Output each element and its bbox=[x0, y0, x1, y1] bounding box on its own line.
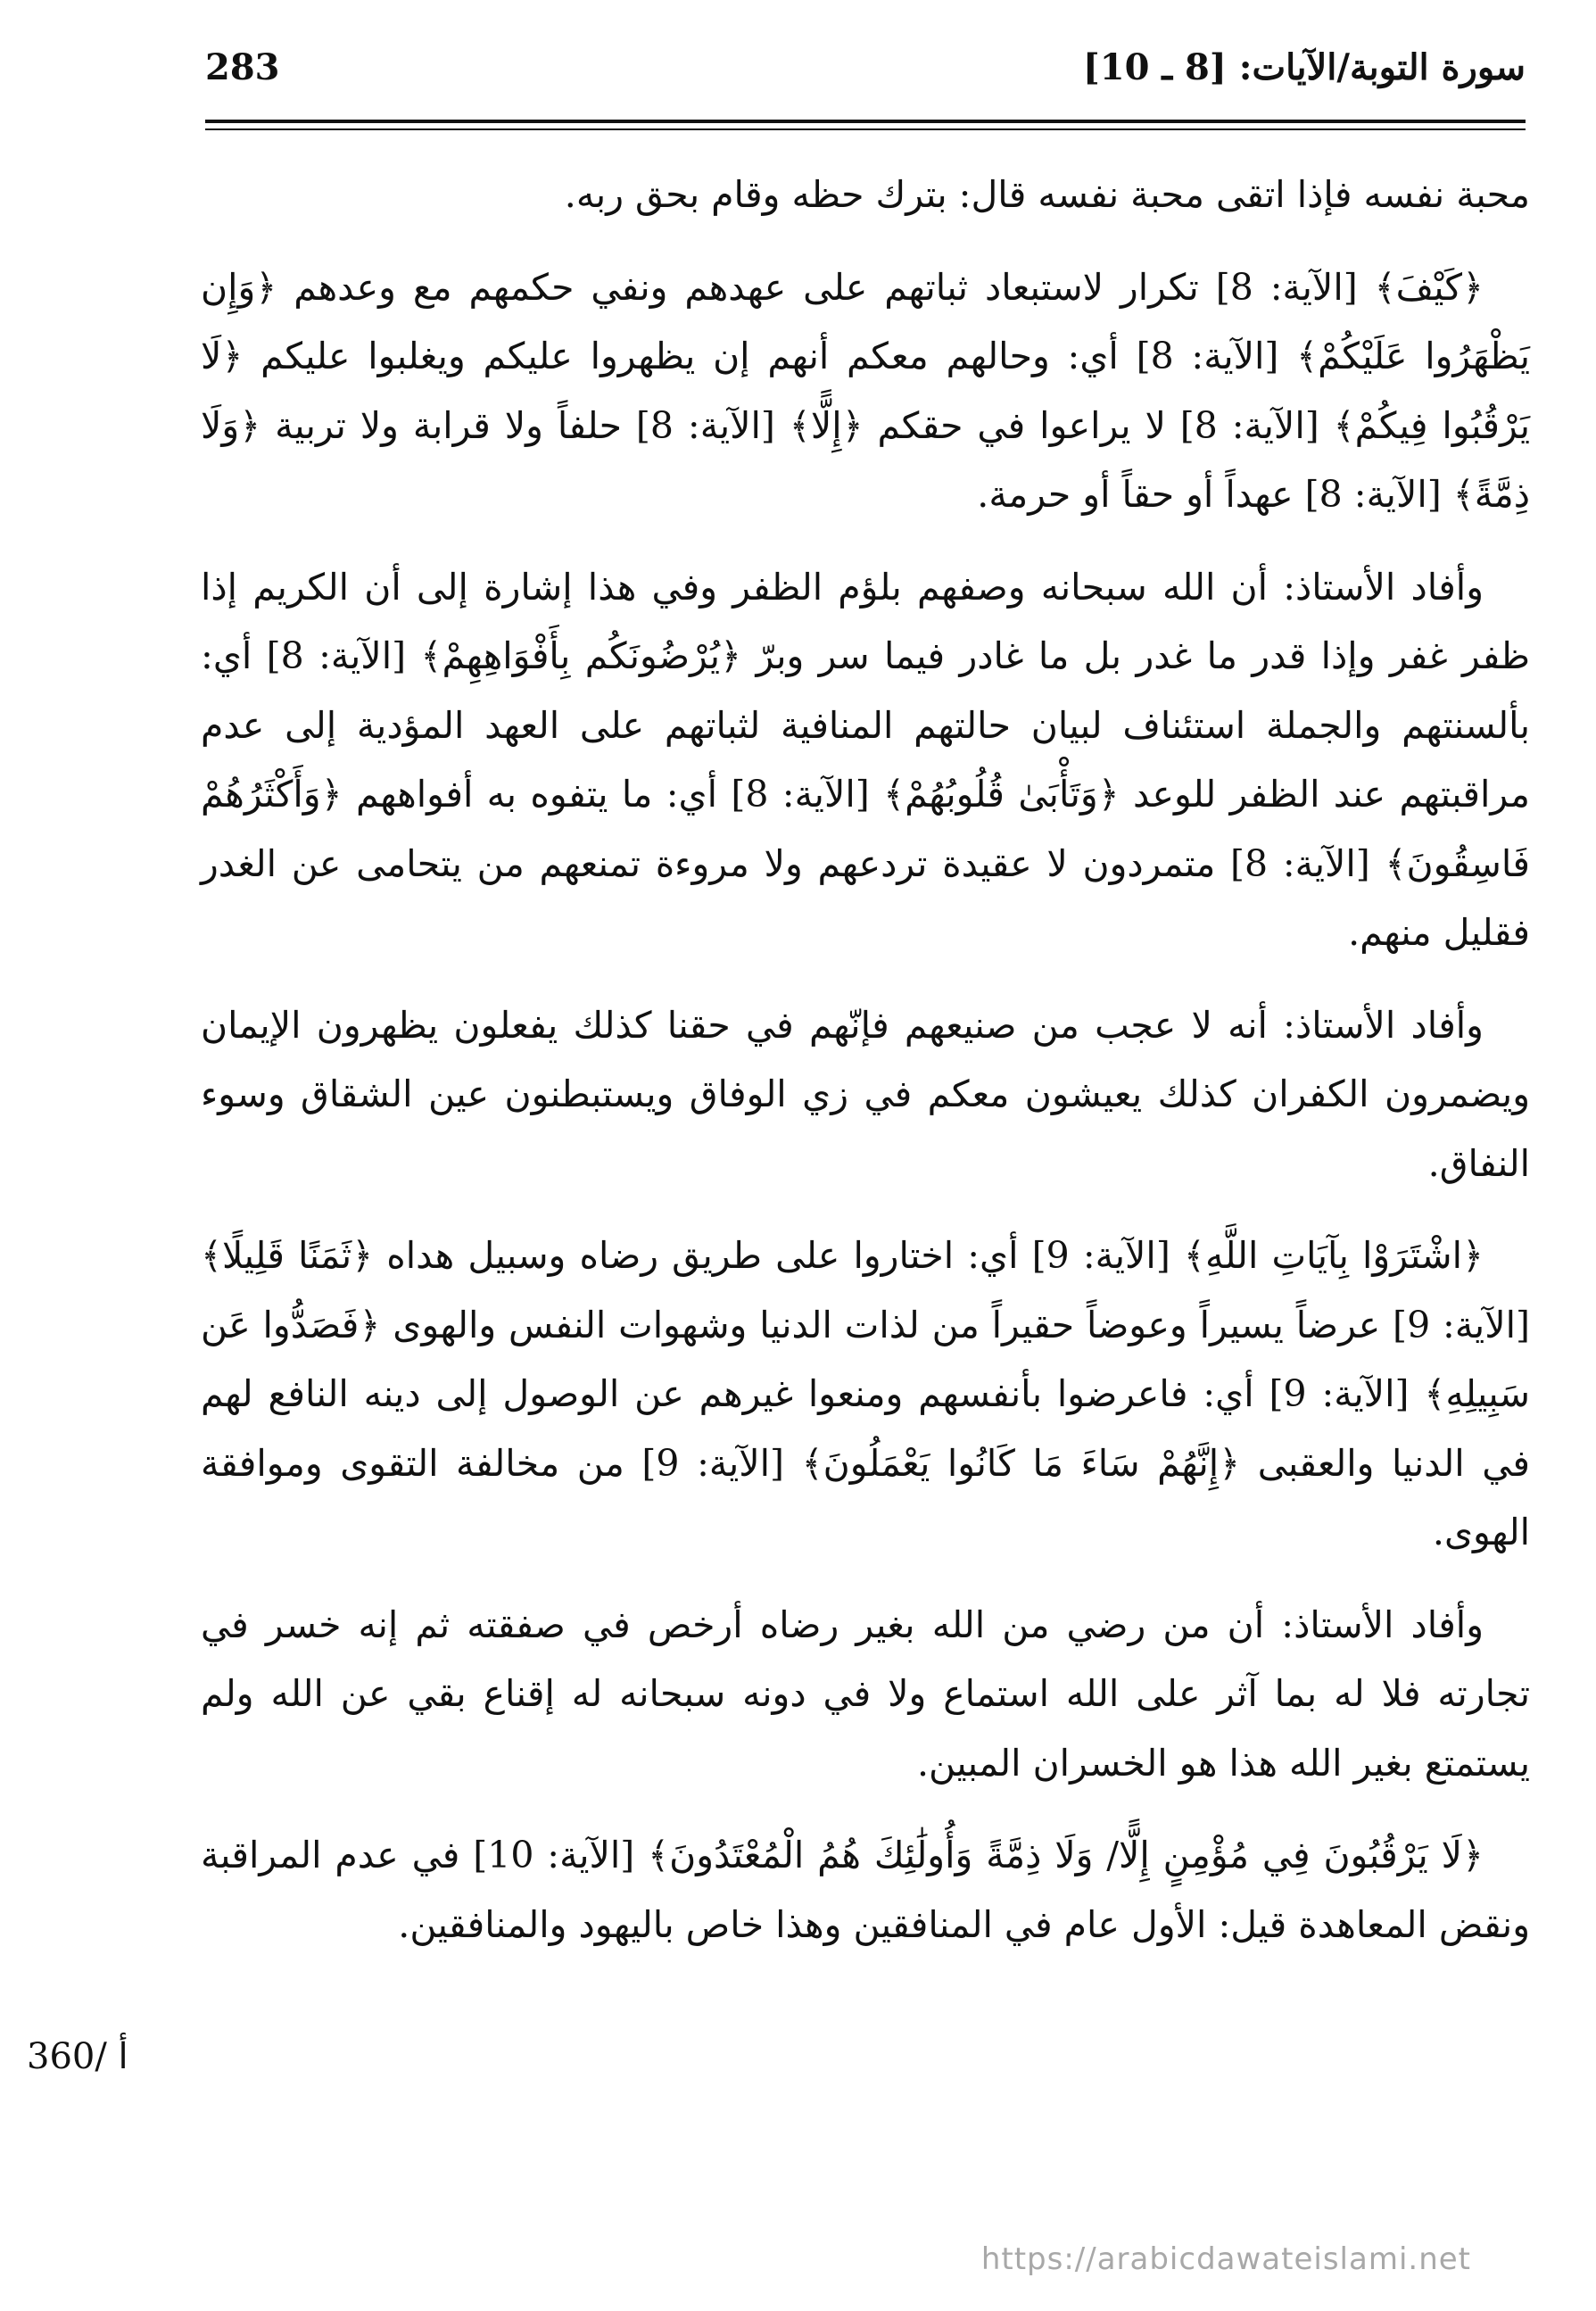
paragraph-ustadh-hypocrisy: وأفاد الأستاذ: أنه لا عجب من صنيعهم فإنّهم في حقنا كذلك يفعلون يظهرون الإيمان ويضمرون الكفران كذلك يعيشون معكم في زي الوفاق ويستبطنون عين الشقاق وسوء النفاق. bbox=[201, 1003, 1530, 1185]
manuscript-folio-marker: 360/ أ bbox=[27, 2036, 128, 2077]
body-text bbox=[201, 161, 1530, 1983]
watermark-url: https://arabicdawateislami.net bbox=[980, 2241, 1471, 2277]
page-number: 283 bbox=[205, 46, 280, 88]
paragraph-ustadh-8: وأفاد الأستاذ: أن الله سبحانه وصفهم بلؤم الظفر وفي هذا إشارة إلى أن الكريم إذا ظفر غفر وإذا قدر ما غدر بل ما غادر فيما سر وبرّ ﴿يُرْضُونَكُم بِأَفْوَاهِهِمْ﴾ [الآية: 8] أي: بألسنتهم والجملة استئناف لبيان حالتهم المنافية لثباتهم على العهد المؤدية إلى عدم مراقبتهم عند الظفر للوعد ﴿وَتَأْبَىٰ قُلُوبُهُمْ﴾ [الآية: 8] أي: ما يتفوه به أفواههم ﴿وَأَكْثَرُهُمْ فَاسِقُونَ﴾ [الآية: 8] متمردون لا عقيدة تردعهم ولا مروءة تمنعهم من يتحامى عن الغدر فقليل منهم. bbox=[201, 565, 1531, 954]
paragraph-verse-10: ﴿لَا يَرْقُبُونَ فِي مُؤْمِنٍ إِلًّا/ وَلَا ذِمَّةً وَأُولَٰئِكَ هُمُ الْمُعْتَدُونَ﴾ [الآية: 10] في عدم المراقبة ونقض المعاهدة قيل: الأول عام في المنافقين وهذا خاص باليهود والمنافقين. bbox=[201, 1834, 1530, 1946]
paragraph-ustadh-9: وأفاد الأستاذ: أن من رضي من الله بغير رضاه أرخص في صفقته ثم إنه خسر في تجارته فلا له بما آثر على الله استماع ولا في دونه سبحانه له إقناع بقي عن الله ولم يستمتع بغير الله هذا هو الخسران المبين. bbox=[201, 1603, 1530, 1785]
header-rule-thick bbox=[205, 120, 1526, 123]
paragraph-verse-9: ﴿اشْتَرَوْا بِآيَاتِ اللَّهِ﴾ [الآية: 9] أي: اختاروا على طريق رضاه وسبيل هداه ﴿ثَمَنًا قَلِيلًا﴾ [الآية: 9] عرضاً يسيراً وعوضاً حقيراً من لذات الدنيا وشهوات النفس والهوى ﴿فَصَدُّوا عَن سَبِيلِهِ﴾ [الآية: 9] أي: فاعرضوا بأنفسهم ومنعوا غيرهم عن الوصول إلى دينه النافع لهم في الدنيا والعقبى ﴿إِنَّهُمْ سَاءَ مَا كَانُوا يَعْمَلُونَ﴾ [الآية: 9] من مخالفة التقوى وموافقة الهوى. bbox=[201, 1234, 1530, 1553]
paragraph-verse-8-kayfa: ﴿كَيْفَ﴾ [الآية: 8] تكرار لاستبعاد ثباتهم على عهدهم ونفي حكمهم مع وعدهم ﴿وَإِن يَظْهَرُوا عَلَيْكُمْ﴾ [الآية: 8] أي: وحالهم معكم أنهم إن يظهروا عليكم ويغلبوا عليكم ﴿لَا يَرْقُبُوا فِيكُمْ﴾ [الآية: 8] لا يراعوا في حقكم ﴿إِلًّا﴾ [الآية: 8] حلفاً ولا قرابة ولا تربية ﴿وَلَا ذِمَّةً﴾ [الآية: 8] عهداً أو حقاً أو حرمة. bbox=[201, 265, 1530, 516]
running-head: سورة التوبة/الآيات: [8 ـ 10] bbox=[1082, 46, 1526, 88]
header-rule-thin bbox=[205, 128, 1526, 130]
page-header bbox=[205, 43, 1526, 105]
paragraph-continuation: محبة نفسه فإذا اتقى محبة نفسه قال: بترك حظه وقام بحق ربه. bbox=[564, 173, 1530, 216]
